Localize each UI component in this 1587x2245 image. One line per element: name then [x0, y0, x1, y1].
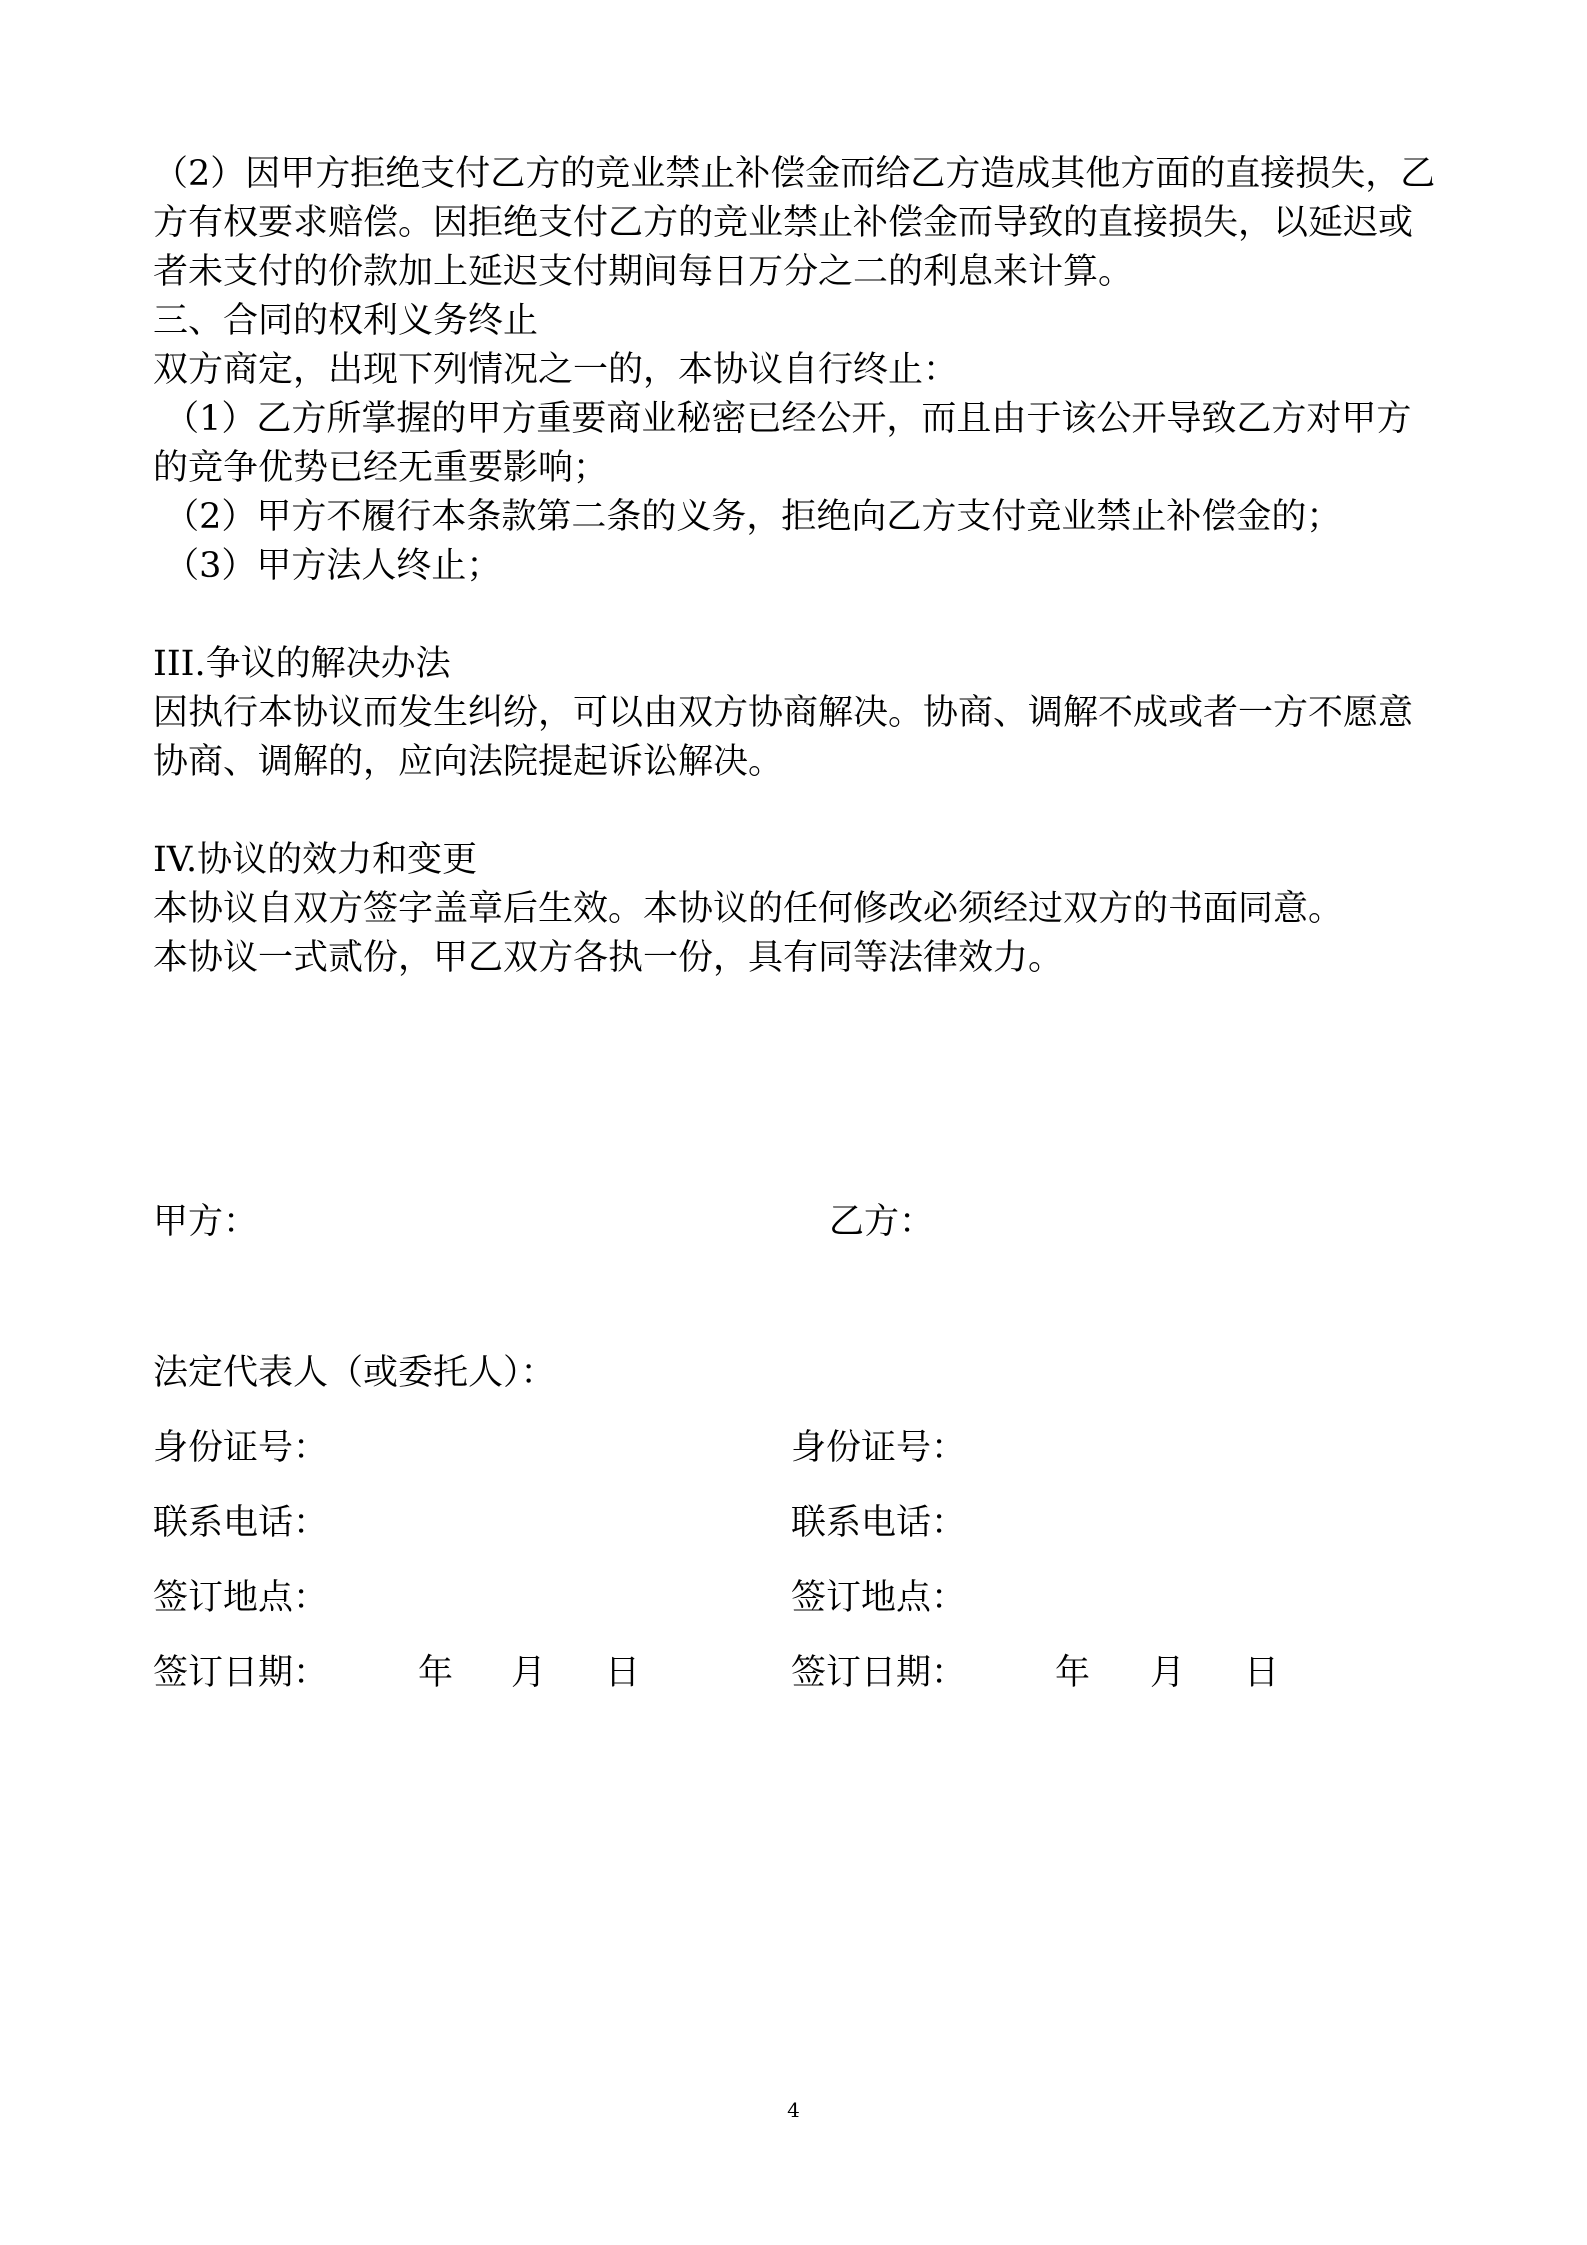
party-a-date-year: 年 — [418, 1653, 454, 1693]
section-title-dispute: III.争议的解决办法 — [153, 644, 451, 684]
section-body-dispute: 因执行本协议而发生纠纷，可以由双方协商解决。协商、调解不成或者一方不愿意协商、调解的，应向法院提起诉讼解决。 — [153, 693, 1414, 782]
party-b-date-month: 月 — [1150, 1653, 1186, 1693]
document-body — [153, 150, 1443, 983]
section-heading-termination: 三、合同的权利义务终止 — [153, 301, 539, 341]
clause-2-2: （2）因甲方拒绝支付乙方的竞业禁止补偿金而给乙方造成其他方面的直接损失，乙方有权要求赔偿。因拒绝支付乙方的竞业禁止补偿金而导致的直接损失，以延迟或者未支付的价款加上延迟支付期间每日万分之二的利息来计算。 — [153, 154, 1436, 292]
party-a-label: 甲方： — [153, 1202, 259, 1242]
party-b-date-day: 日 — [1244, 1653, 1280, 1693]
section-body-validity-1: 本协议自双方签字盖章后生效。本协议的任何修改必须经过双方的书面同意。 — [153, 889, 1344, 929]
section-body-validity-2: 本协议一式贰份，甲乙双方各执一份，具有同等法律效力。 — [153, 938, 1064, 978]
termination-item-2: （2）甲方不履行本条款第二条的义务，拒绝向乙方支付竞业禁止补偿金的； — [153, 497, 1342, 537]
party-a-date-day: 日 — [605, 1653, 641, 1693]
party-b-date-label: 签订日期： — [791, 1653, 967, 1693]
party-b-label: 乙方： — [829, 1202, 935, 1242]
party-b-date-year: 年 — [1055, 1653, 1091, 1693]
termination-item-1: （1）乙方所掌握的甲方重要商业秘密已经公开，而且由于该公开导致乙方对甲方的竞争优势已经无重要影响； — [153, 399, 1412, 488]
party-a-date-month: 月 — [511, 1653, 547, 1693]
blank-line — [153, 591, 1443, 640]
party-b-id-label: 身份证号： — [791, 1428, 967, 1468]
blank-line — [153, 787, 1443, 836]
termination-intro: 双方商定，出现下列情况之一的，本协议自行终止： — [153, 350, 959, 390]
page-number: 4 — [787, 2098, 800, 2122]
section-title-validity: IV.协议的效力和变更 — [153, 840, 478, 880]
party-a-phone-label: 联系电话： — [153, 1503, 329, 1543]
party-a-date-label: 签订日期： — [153, 1653, 329, 1693]
party-a-id-label: 身份证号： — [153, 1428, 329, 1468]
party-a-place-label: 签订地点： — [153, 1578, 329, 1618]
legal-representative-label: 法定代表人（或委托人）： — [153, 1353, 556, 1393]
party-b-place-label: 签订地点： — [791, 1578, 967, 1618]
party-b-phone-label: 联系电话： — [791, 1503, 967, 1543]
termination-item-3: （3）甲方法人终止； — [153, 546, 502, 586]
